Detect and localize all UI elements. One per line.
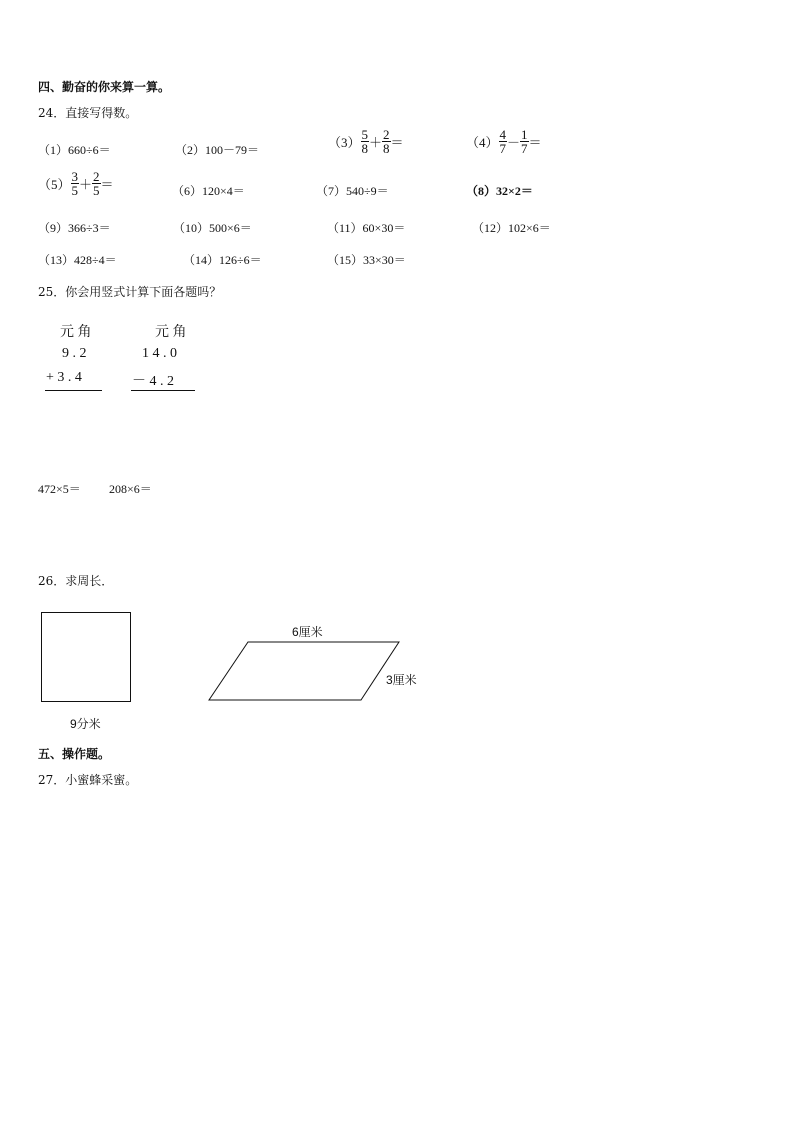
- item-14: （14）126÷6＝: [183, 253, 262, 267]
- item-3: （3） $\frac{5}{8}$ ＋ $\frac{2}{8}$ ＝: [328, 127, 404, 156]
- item-12: （12）102×6＝: [472, 221, 551, 235]
- item-6: （6）120×4＝: [172, 184, 245, 198]
- parallelogram-side-label: 3厘米: [386, 673, 417, 687]
- item-7: （7）540÷9＝: [316, 184, 389, 198]
- question-title: 25．你会用竖式计算下面各题吗？: [38, 285, 222, 299]
- item-15: （15）33×30＝: [327, 253, 406, 267]
- item-13: （13）428÷4＝: [38, 253, 117, 267]
- item-5: （5） $\frac{3}{5}$ ＋ $\frac{2}{5}$ ＝: [38, 169, 114, 198]
- parallelogram-shape: [205, 638, 405, 704]
- item-8: （8）32×2＝: [466, 184, 533, 198]
- vertical-2-rule: [131, 390, 195, 391]
- section-title: 五、操作题。: [38, 747, 111, 761]
- vertical-1-header: 元 角: [60, 325, 92, 340]
- section-title: 四、勤奋的你来算一算。: [38, 80, 171, 94]
- vertical-2-header: 元 角: [155, 325, 187, 340]
- question-title: 27．小蜜蜂采蜜。: [38, 773, 138, 787]
- item-4: （4） $\frac{4}{7}$ － $\frac{1}{7}$ ＝: [466, 127, 542, 156]
- square-shape: [41, 612, 131, 702]
- vertical-1-rule: [45, 390, 102, 391]
- item-9: （9）366÷3＝: [38, 221, 111, 235]
- item-10: （10）500×6＝: [173, 221, 252, 235]
- question-title: 26．求周长．: [38, 574, 114, 588]
- expression-1: 472×5＝: [38, 482, 81, 496]
- parallelogram-top-label: 6厘米: [292, 625, 323, 639]
- item-1: （1）660÷6＝: [38, 143, 111, 157]
- expression-2: 208×6＝: [109, 482, 152, 496]
- item-11: （11）60×30＝: [327, 221, 406, 235]
- vertical-1-top: 9 . 2: [62, 346, 87, 361]
- question-title: 24．直接写得数。: [38, 106, 138, 120]
- vertical-2-top: 1 4 . 0: [142, 346, 177, 361]
- item-2: （2）100－79＝: [175, 143, 260, 157]
- square-side-label: 9分米: [70, 717, 101, 731]
- vertical-1-bottom: + 3 . 4: [46, 370, 82, 385]
- vertical-2-bottom: － 4 . 2: [132, 374, 174, 389]
